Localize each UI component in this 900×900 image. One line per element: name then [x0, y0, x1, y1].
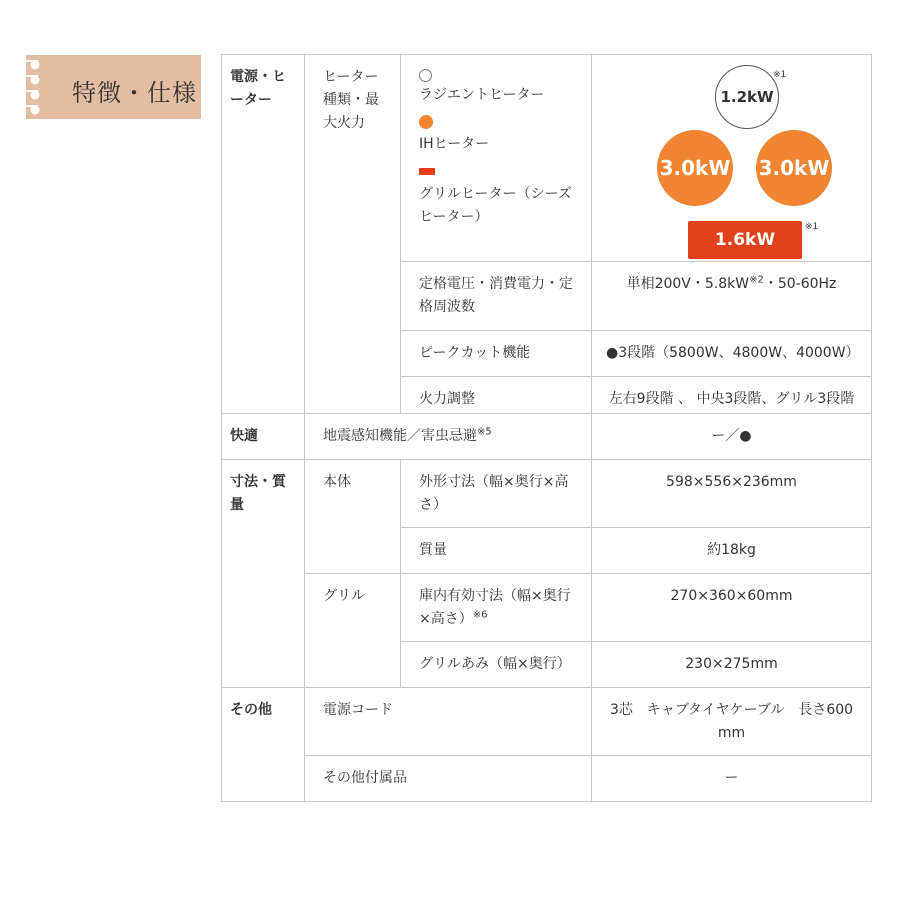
table-row [222, 574, 872, 642]
inner-size-value: 270×360×60mm [592, 574, 872, 642]
cord-label: 電源コード [305, 688, 592, 756]
binder-holes-icon [26, 55, 48, 119]
fire-adjust-label: 火力調整 [401, 377, 592, 414]
peak-cut-value: ●3段階（5800W、4800W、4000W） [592, 331, 872, 377]
ih-heater-icon [419, 115, 433, 129]
grill-heater-label: グリルヒーター（シーズヒーター） [419, 186, 572, 225]
category-comfort: 快適 [222, 414, 305, 460]
radiant-heater-label: ラジエントヒーター [419, 87, 545, 103]
fire-adjust-value: 左右9段階 、 中央3段階、グリル3段階 [592, 377, 872, 414]
rated-value: 単相200V・$5.8kW^{※2}$・50-60Hz [592, 262, 872, 331]
inner-size-label: 庫内有効寸法（幅×奥行×高さ）$^{※6}$ [401, 574, 592, 642]
grill-heater-icon [419, 168, 435, 175]
note-mark: ※1 [805, 222, 819, 232]
ih-heater-label: IHヒーター [419, 136, 490, 152]
burner-grill: 1.6kW [688, 221, 802, 259]
radiant-heater-icon [419, 69, 432, 82]
table-row [222, 460, 872, 528]
category-power: 電源・ヒーター [222, 55, 305, 414]
spec-table [221, 54, 872, 802]
burner-radiant-center: 1.2kW [715, 65, 779, 129]
burner-ih-right: 3.0kW [756, 130, 832, 206]
table-row [222, 688, 872, 756]
table-row [222, 414, 872, 460]
burner-diagram [606, 55, 857, 261]
outer-size-value: 598×556×236mm [592, 460, 872, 528]
mass-value: 約18kg [592, 528, 872, 574]
section-tab [26, 55, 201, 119]
section-title: 特徴・仕様 [72, 79, 197, 107]
table-row [222, 55, 872, 262]
note-mark: ※1 [773, 70, 787, 80]
category-size: 寸法・質量 [222, 460, 305, 688]
table-row [222, 756, 872, 802]
net-size-value: 230×275mm [592, 642, 872, 688]
category-other: その他 [222, 688, 305, 802]
net-size-label: グリルあみ（幅×奥行） [401, 642, 592, 688]
accessory-value: ー [592, 756, 872, 802]
outer-size-label: 外形寸法（幅×奥行×高さ） [401, 460, 592, 528]
accessory-label: その他付属品 [305, 756, 592, 802]
heater-legend [401, 55, 592, 262]
quake-label: 地震感知機能／害虫忌避$^{※5}$ [305, 414, 592, 460]
burner-ih-left: 3.0kW [657, 130, 733, 206]
grill-label: グリル [305, 574, 401, 688]
quake-value: ー／● [592, 414, 872, 460]
burner-diagram-cell [592, 55, 872, 262]
heater-type-label: ヒーター種類・最大火力 [305, 55, 401, 414]
rated-label: 定格電圧・消費電力・定格周波数 [401, 262, 592, 331]
mass-label: 質量 [401, 528, 592, 574]
peak-cut-label: ピークカット機能 [401, 331, 592, 377]
body-label: 本体 [305, 460, 401, 574]
cord-value: 3芯 キャブタイヤケーブル 長さ600mm [592, 688, 872, 756]
